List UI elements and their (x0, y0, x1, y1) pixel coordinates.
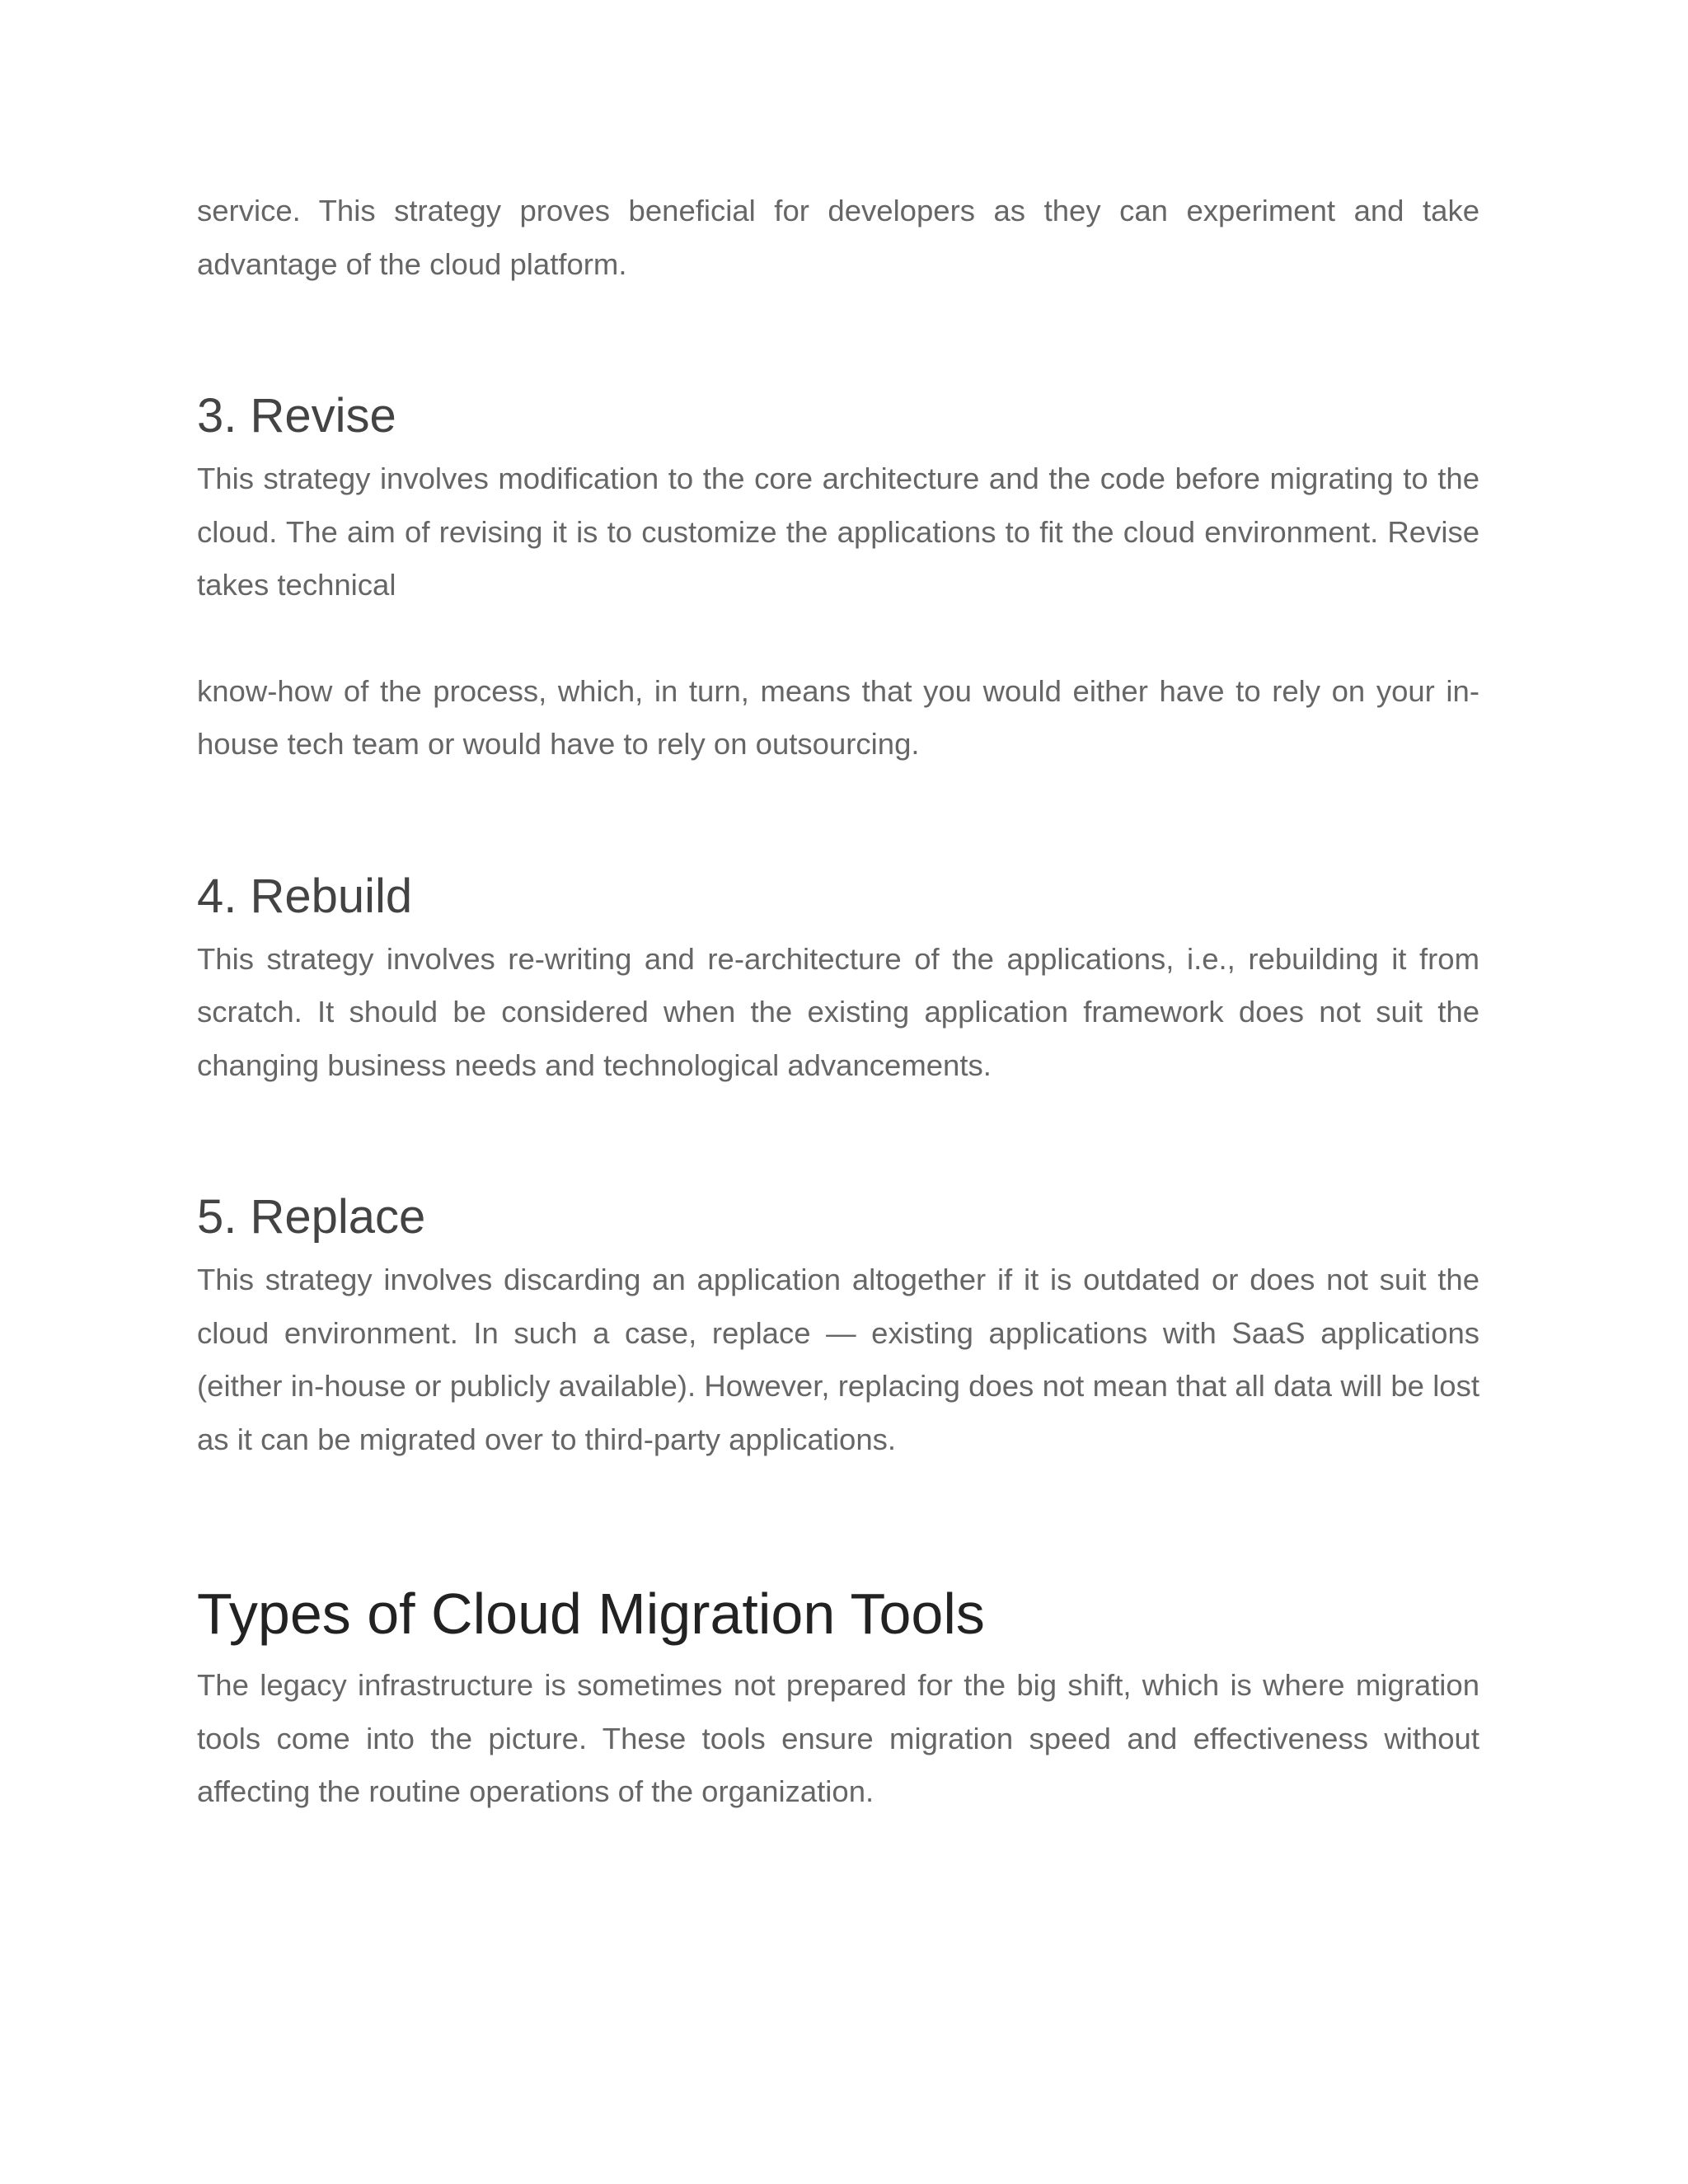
document-page (197, 185, 1479, 1819)
tools-heading: Types of Cloud Migration Tools (197, 1582, 985, 1646)
rebuild-paragraph: This strategy involves re-writing and re-architecture of the applications, i.e., rebuilding it from scratch. It should be considered when the existing application framework does not suit the changing business needs and technological advancements. (197, 941, 1479, 1082)
revise-paragraph-1: This strategy involves modification to the core architecture and the code before migrating to the cloud. The aim of revising it is to customize the applications to fit the cloud environment. Revise takes technical (197, 462, 1479, 602)
intro-paragraph: service. This strategy proves beneficial for developers as they can experiment and take advantage of the cloud platform. (197, 194, 1479, 281)
section-heading-revise: 3. Revise (197, 389, 396, 443)
replace-paragraph: This strategy involves discarding an application altogether if it is outdated or does not suit the cloud environment. In such a case, replace — existing applications with SaaS applications (either in-house or publicly available). However, replacing does not mean that all data will be lost as it can be migrated over to third-party applications. (197, 1263, 1479, 1456)
section-heading-replace: 5. Replace (197, 1190, 426, 1244)
section-heading-rebuild: 4. Rebuild (197, 869, 413, 923)
tools-paragraph: The legacy infrastructure is sometimes not prepared for the big shift, which is where migration tools come into the picture. These tools ensure migration speed and effectiveness without affecting the routine operations of the organization. (197, 1668, 1479, 1808)
revise-paragraph-2: know-how of the process, which, in turn, means that you would either have to rely on your in-house tech team or would have to rely on outsourcing. (197, 673, 1479, 761)
